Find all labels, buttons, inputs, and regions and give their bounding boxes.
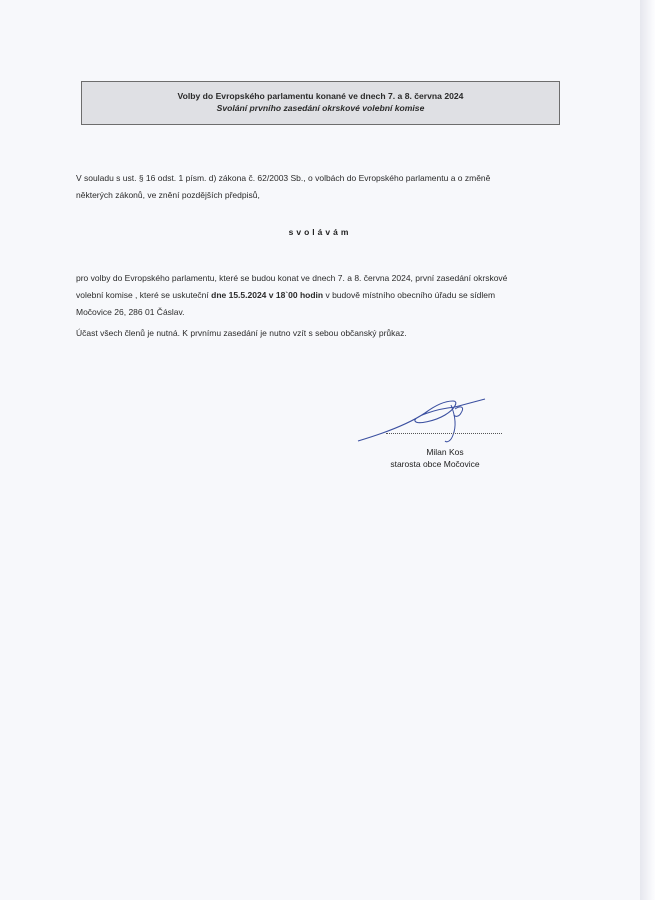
meeting-date-time: dne 15.5.2024 v 18`00 hodin — [211, 290, 326, 300]
header-title: Volby do Evropského parlamentu konané ve dnech 7. a 8. června 2024 — [177, 91, 464, 101]
body-line-1: pro volby do Evropského parlamentu, které se budou konat ve dnech 7. a 8. června 2024, první zasedání okrskové — [76, 273, 508, 283]
intro-line-2: některých zákonů, ve znění pozdějších předpisů, — [76, 190, 260, 200]
attendance-note: Účast všech členů je nutná. K prvnímu zasedání je nutno vzít s sebou občanský průkaz. — [76, 328, 407, 338]
intro-line-1: V souladu s ust. § 16 odst. 1 písm. d) zákona č. 62/2003 Sb., o volbách do Evropského parlamentu a o změně — [76, 173, 491, 183]
document-header — [81, 81, 560, 125]
header-subtitle: Svolání prvního zasedání okrskové volební komise — [216, 103, 425, 113]
body-line-2-end: v budově místního obecního úřadu se sídlem — [325, 290, 496, 300]
handwritten-signature — [355, 395, 515, 445]
intro-paragraph — [76, 170, 576, 204]
signatory-name: Milan Kos — [426, 447, 464, 457]
body-line-2-start: volební komise , které se uskuteční — [76, 290, 212, 300]
signature-line — [386, 433, 502, 434]
signatory-role: starosta obce Močovice — [390, 459, 480, 469]
body-line-3: Močovice 26, 286 01 Čáslav. — [76, 307, 185, 317]
convene-heading: svolávám — [288, 227, 352, 237]
body-line-2 — [76, 287, 576, 304]
body-paragraph — [76, 270, 576, 321]
page-edge — [640, 0, 655, 900]
